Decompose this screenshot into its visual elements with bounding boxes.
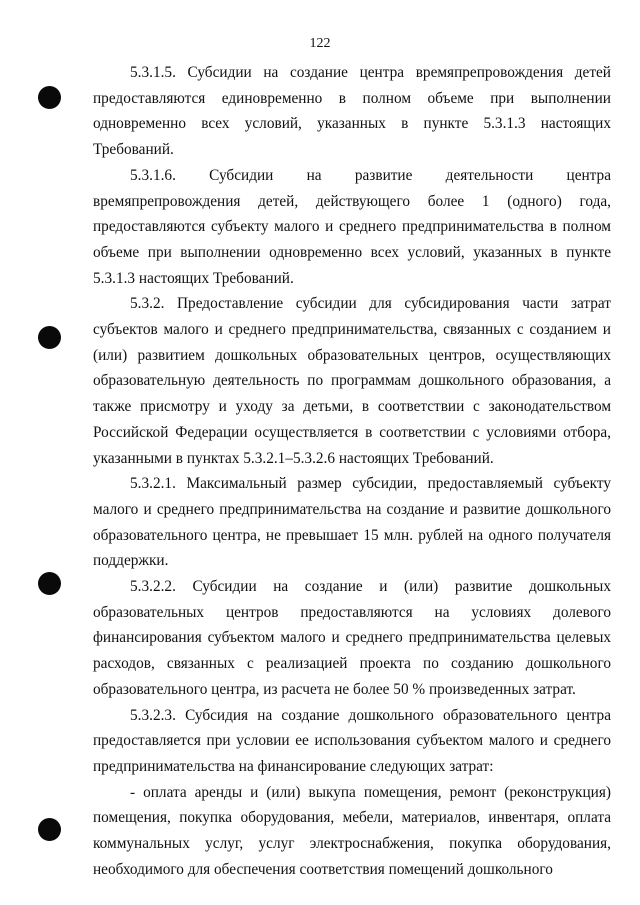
document-body <box>93 60 611 883</box>
list-item-expenses: - оплата аренды и (или) выкупа помещения, ремонт (реконструкция) помещения, покупка оборудования, мебели, материалов, инвентаря, оплата коммунальных услуг, услуг электроснабжения, покупка оборудования, необходимого для обеспечения соответствия помещений дошкольного <box>93 783 611 878</box>
punch-hole-3 <box>38 572 61 595</box>
punch-hole-4 <box>38 818 61 841</box>
punch-hole-1 <box>38 86 61 109</box>
paragraph-5-3-2-2: 5.3.2.2. Субсидии на создание и (или) развитие дошкольных образовательных центров предоставляются на условиях долевого финансирования субъектом малого и среднего предпринимательства целевых расходов, связанных с реализацией проекта по созданию дошкольного образовательного центра, из расчета не более 50 % произведенных затрат. <box>93 578 611 698</box>
paragraph-5-3-2-1: 5.3.2.1. Максимальный размер субсидии, предоставляемый субъекту малого и среднего предпринимательства на создание и развитие дошкольного образовательного центра, не превышает 15 млн. рублей на одного получателя поддержки. <box>93 475 611 570</box>
paragraph-5-3-2-3: 5.3.2.3. Субсидия на создание дошкольного образовательного центра предоставляется при условии ее использования субъектом малого и среднего предпринимательства на финансирование следующих затрат: <box>93 706 611 775</box>
paragraph-5-3-2: 5.3.2. Предоставление субсидии для субсидирования части затрат субъектов малого и среднего предпринимательства, связанных с созданием и (или) развитием дошкольных образовательных центров, осуществляющих образовательную деятельность по программам дошкольного образования, а также присмотру и уходу за детьми, в соответствии с законодательством Российской Федерации осуществляется в соответствии с условиями отбора, указанными в пунктах 5.3.2.1–5.3.2.6 настоящих Требований. <box>93 295 611 467</box>
paragraph-5-3-1-6: 5.3.1.6. Субсидии на развитие деятельности центра времяпрепровождения детей, действующего более 1 (одного) года, предоставляются субъекту малого и среднего предпринимательства в полном объеме при выполнении одновременно всех условий, указанных в пункте 5.3.1.3 настоящих Требований. <box>93 166 611 287</box>
punch-hole-2 <box>38 326 61 349</box>
page-number: 122 <box>309 36 331 51</box>
paragraph-5-3-1-5: 5.3.1.5. Субсидии на создание центра времяпрепровождения детей предоставляются единовременно в полном объеме при выполнении одновременно всех условий, указанных в пункте 5.3.1.3 настоящих Требований. <box>93 64 611 159</box>
